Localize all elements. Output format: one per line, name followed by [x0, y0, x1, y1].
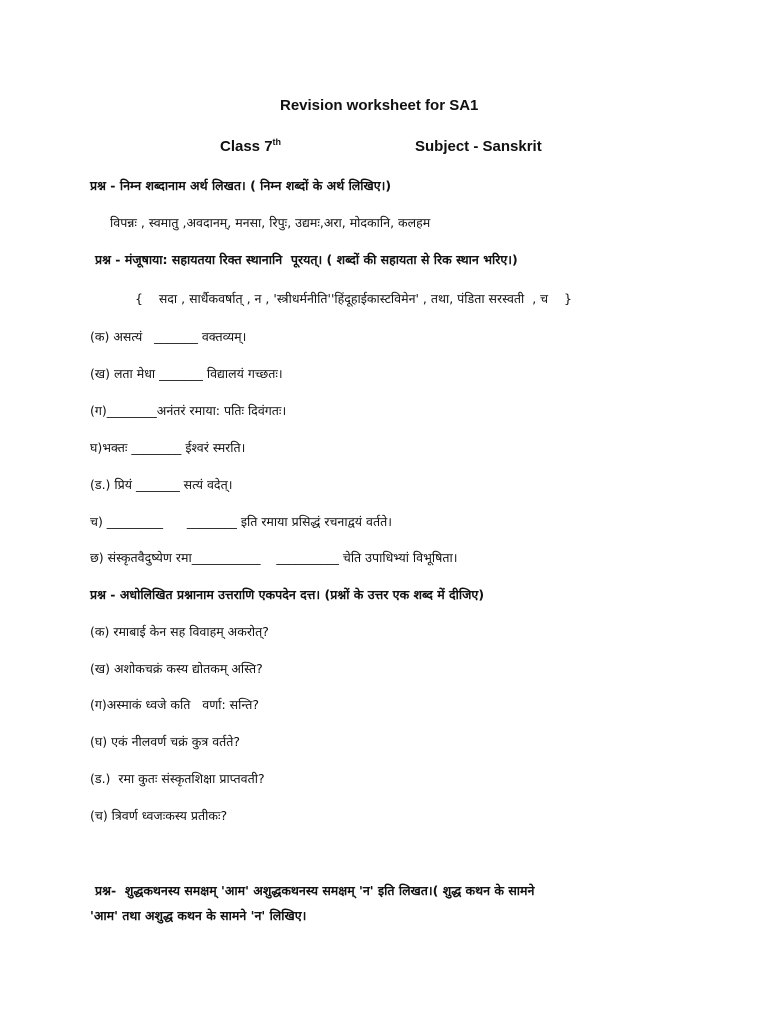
class-label — [220, 138, 281, 156]
q2-word-box: { सदा , सार्धैकवर्षात् , न , 'स्त्रीधर्मनीति''हिंदूहाईकास्टविमेन' , तथा, पंडिता सरस्वती , च } — [135, 291, 572, 306]
q1-word-list: विपन्नः , स्वमातु ,अवदानम्, मनसा, रिपुः, उद्यमः,अरा, मोदकानि, कलहम — [110, 215, 431, 230]
class-superscript: th — [272, 137, 282, 147]
q3-item-da: (ड.) रमा कुतः संस्कृतशिक्षा प्राप्तवती? — [90, 771, 265, 786]
q2-item-ka: (क) असत्यं _______ वक्तव्यम्। — [90, 329, 247, 344]
q3-heading: प्रश्न - अधोलिखित प्रश्नानाम उत्तराणि एकपदेन दत्त। (प्रश्नों के उत्तर एक शब्द में दीजिए) — [90, 587, 485, 602]
q3-item-ka: (क) रमाबाई केन सह विवाहम् अकरोत्? — [90, 624, 269, 639]
q2-item-da: (ड.) प्रियं _______ सत्यं वदेत्। — [90, 477, 233, 492]
q2-item-kha: (ख) लता मेधा _______ विद्यालयं गच्छतः। — [90, 366, 283, 381]
q3-item-ga: (ग)अस्माकं ध्वजे कति वर्णा: सन्ति? — [90, 697, 259, 712]
q2-item-gha: घ)भक्तः ________ ईश्वरं स्मरति। — [90, 440, 246, 455]
q2-item-cha: च) _________ ________ इति रमाया प्रसिद्धं रचनाद्वयं वर्तते। — [90, 514, 392, 529]
class-text: Class 7 — [220, 138, 273, 155]
q2-item-ga: (ग)________अनंतरं रमाया: पतिः दिवंगतः। — [90, 403, 287, 418]
worksheet-title: Revision worksheet for SA1 — [280, 97, 479, 114]
q4-heading-line1: प्रश्न- शुद्धकथनस्य समक्षम् 'आम' अशुद्धकथनस्य समक्षम् 'न' इति लिखत।( शुद्ध कथन के सामने — [95, 883, 535, 898]
q2-item-chha: छ) संस्कृतवैदुष्येण रमा___________ __________ चेति उपाधिभ्यां विभूषिता। — [90, 550, 458, 565]
q2-heading: प्रश्न - मंजूषाया: सहायतया रिक्त स्थानानि पूरयत्। ( शब्दों की सहायता से रिक स्थान भरिए।) — [95, 252, 518, 267]
q3-item-kha: (ख) अशोकचक्रं कस्य द्योतकम् अस्ति? — [90, 661, 263, 676]
q3-item-gha: (घ) एकं नीलवर्ण चक्रं कुत्र वर्तते? — [90, 734, 241, 749]
q4-heading-line2: 'आम' तथा अशुद्ध कथन के सामने 'न' लिखिए। — [90, 908, 307, 923]
q3-item-cha: (च) त्रिवर्ण ध्वजःकस्य प्रतीकः? — [90, 808, 228, 823]
q1-heading: प्रश्न - निम्न शब्दानाम अर्थ लिखत। ( निम्न शब्दों के अर्थ लिखिए।) — [90, 178, 392, 193]
subject-label: Subject - Sanskrit — [415, 138, 542, 155]
